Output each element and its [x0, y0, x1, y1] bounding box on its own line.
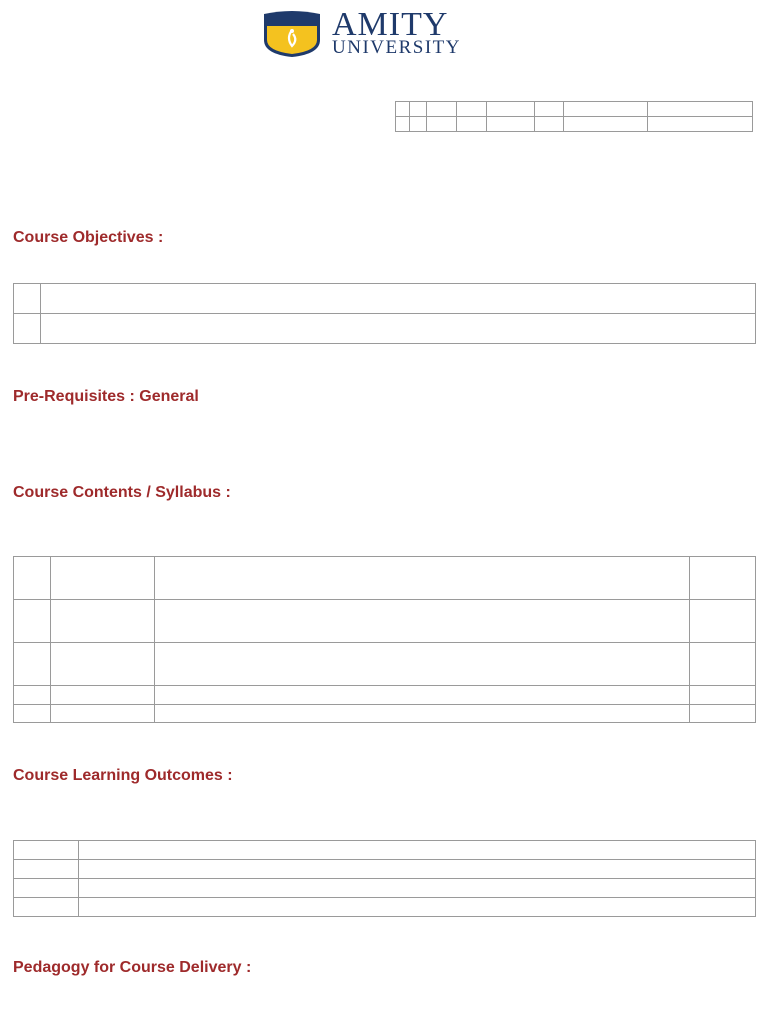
table-row [14, 314, 756, 344]
amity-university-logo [262, 6, 508, 60]
table-cell [535, 117, 564, 132]
table-cell [564, 102, 648, 117]
table-cell [14, 841, 79, 860]
table-cell [427, 117, 457, 132]
table-cell [41, 284, 756, 314]
table-cell [410, 117, 427, 132]
learning-outcomes-table [13, 840, 756, 917]
table-cell [51, 705, 155, 723]
table-cell [535, 102, 564, 117]
table-cell [41, 314, 756, 344]
table-row [14, 898, 756, 917]
table-cell [396, 102, 410, 117]
table-cell [690, 686, 756, 705]
table-cell [155, 557, 690, 600]
table-cell [14, 314, 41, 344]
table-cell [155, 643, 690, 686]
table-cell [457, 117, 487, 132]
table-row [14, 841, 756, 860]
table-row [14, 686, 756, 705]
table-cell [155, 705, 690, 723]
pedagogy-heading: Pedagogy for Course Delivery : [13, 959, 252, 976]
table-cell [79, 879, 756, 898]
table-cell [155, 600, 690, 643]
table-cell [155, 686, 690, 705]
table-cell [14, 600, 51, 643]
table-row [14, 879, 756, 898]
table-cell [648, 102, 753, 117]
table-row [396, 117, 753, 132]
table-cell [690, 557, 756, 600]
table-cell [14, 686, 51, 705]
table-cell [14, 860, 79, 879]
table-cell [487, 117, 535, 132]
table-cell [648, 117, 753, 132]
table-cell [14, 284, 41, 314]
table-cell [14, 705, 51, 723]
logo-wordmark-amity: AMITY [332, 6, 449, 43]
amity-crest-icon [262, 10, 322, 58]
table-row [14, 557, 756, 600]
table-cell [487, 102, 535, 117]
table-cell [14, 557, 51, 600]
table-cell [457, 102, 487, 117]
table-cell [690, 600, 756, 643]
table-cell [14, 898, 79, 917]
table-row [396, 102, 753, 117]
table-cell [410, 102, 427, 117]
course-contents-heading: Course Contents / Syllabus : [13, 484, 231, 501]
table-cell [690, 643, 756, 686]
table-row [14, 284, 756, 314]
table-cell [51, 600, 155, 643]
course-objectives-heading: Course Objectives : [13, 229, 164, 246]
table-cell [79, 841, 756, 860]
prerequisites-heading: Pre-Requisites : General [13, 388, 199, 405]
table-cell [14, 643, 51, 686]
table-cell [51, 557, 155, 600]
table-row [14, 600, 756, 643]
table-cell [51, 686, 155, 705]
table-cell [51, 643, 155, 686]
table-cell [79, 898, 756, 917]
table-cell [79, 860, 756, 879]
learning-outcomes-heading: Course Learning Outcomes : [13, 767, 233, 784]
table-row [14, 860, 756, 879]
course-header-table [395, 101, 753, 132]
logo-wordmark-university: UNIVERSITY [332, 37, 461, 58]
table-row [14, 705, 756, 723]
table-cell [564, 117, 648, 132]
table-cell [396, 117, 410, 132]
table-row [14, 643, 756, 686]
table-cell [14, 879, 79, 898]
table-cell [690, 705, 756, 723]
table-cell [427, 102, 457, 117]
course-objectives-table [13, 283, 756, 344]
syllabus-table [13, 556, 756, 723]
